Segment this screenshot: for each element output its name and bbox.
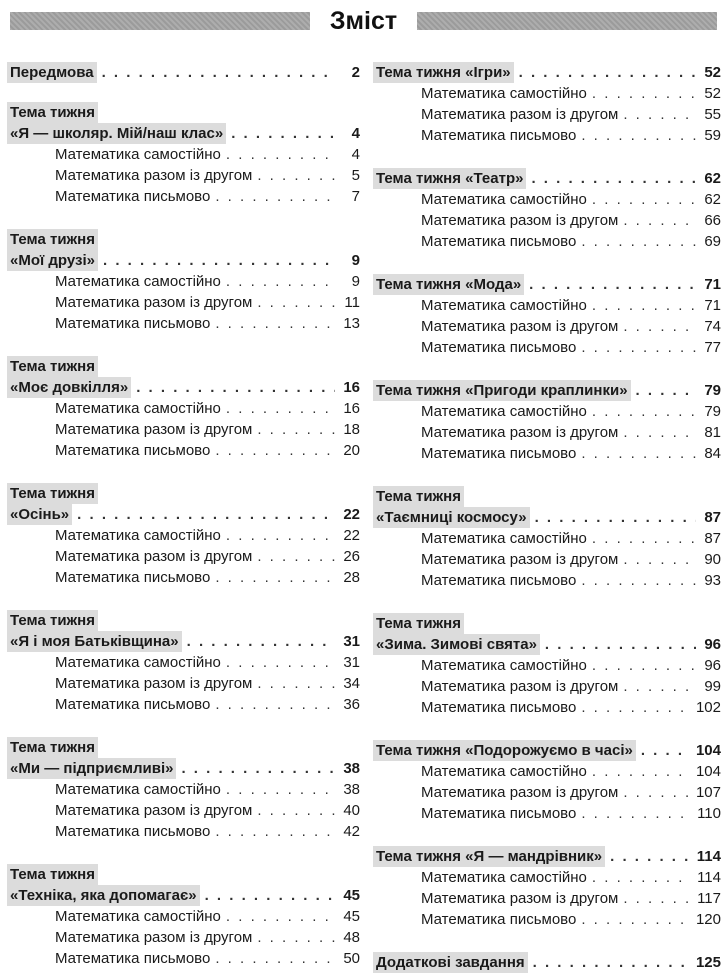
dot-leader bbox=[592, 189, 696, 210]
toc-entry-topic[interactable] bbox=[376, 168, 721, 189]
entry-title: Математика разом із другом bbox=[421, 424, 619, 441]
page-number: 9 bbox=[351, 252, 360, 269]
toc-entry-sub[interactable] bbox=[10, 821, 360, 842]
page-number: 90 bbox=[704, 551, 721, 568]
toc-entry-sub[interactable] bbox=[10, 948, 360, 969]
dot-leader bbox=[623, 888, 692, 909]
toc-entry-sub[interactable] bbox=[376, 104, 721, 125]
toc-entry-sub[interactable] bbox=[10, 440, 360, 461]
page-number: 81 bbox=[704, 424, 721, 441]
topic-prefix: Тема тижня bbox=[7, 483, 98, 504]
topic-prefix: Тема тижня bbox=[7, 737, 98, 758]
page-number: 69 bbox=[704, 233, 721, 250]
page-number: 34 bbox=[343, 675, 360, 692]
toc-entry-sub[interactable] bbox=[376, 761, 721, 782]
entry-title: Математика самостійно bbox=[55, 781, 221, 798]
toc-entry-sub[interactable] bbox=[10, 271, 360, 292]
entry-title: «Моє довкілля» bbox=[7, 377, 131, 398]
entry-title: Математика самостійно bbox=[421, 657, 587, 674]
toc-entry-sub[interactable] bbox=[376, 210, 721, 231]
page-number: 7 bbox=[351, 188, 360, 205]
dot-leader bbox=[531, 168, 696, 189]
page-number: 62 bbox=[704, 191, 721, 208]
page-number: 93 bbox=[704, 572, 721, 589]
dot-leader bbox=[581, 909, 691, 930]
dot-leader bbox=[623, 549, 696, 570]
page-number: 87 bbox=[704, 530, 721, 547]
page-number: 55 bbox=[704, 106, 721, 123]
dot-leader bbox=[592, 83, 696, 104]
dot-leader bbox=[581, 570, 696, 591]
toc-entry-sub[interactable] bbox=[376, 655, 721, 676]
toc-entry-sub[interactable] bbox=[376, 867, 721, 888]
page-number: 71 bbox=[704, 276, 721, 293]
dot-leader bbox=[581, 803, 692, 824]
toc-entry-topic[interactable] bbox=[376, 274, 721, 295]
page-number: 38 bbox=[343, 781, 360, 798]
entry-title: Математика самостійно bbox=[421, 85, 587, 102]
dot-leader bbox=[215, 313, 335, 334]
toc-topic bbox=[10, 483, 360, 588]
dot-leader bbox=[535, 507, 696, 528]
dot-leader bbox=[592, 295, 696, 316]
toc-entry-sub[interactable] bbox=[376, 528, 721, 549]
toc-entry-sub[interactable] bbox=[10, 567, 360, 588]
toc-topic bbox=[376, 846, 721, 930]
topic-prefix: Тема тижня bbox=[373, 613, 464, 634]
page-number: 40 bbox=[343, 802, 360, 819]
dot-leader bbox=[592, 867, 692, 888]
entry-title: Математика разом із другом bbox=[421, 212, 619, 229]
entry-title: Тема тижня «Я — мандрівник» bbox=[373, 846, 605, 867]
topic-label-row bbox=[10, 737, 360, 758]
entry-title: Математика разом із другом bbox=[55, 929, 253, 946]
entry-title: Математика разом із другом bbox=[421, 678, 619, 695]
toc-entry-sub[interactable] bbox=[10, 779, 360, 800]
toc-entry-sub[interactable] bbox=[10, 800, 360, 821]
toc-topic bbox=[376, 613, 721, 718]
toc-topic bbox=[376, 486, 721, 591]
page-number: 110 bbox=[697, 805, 721, 822]
dot-leader bbox=[226, 906, 335, 927]
topic-label-row bbox=[10, 610, 360, 631]
page-number: 48 bbox=[343, 929, 360, 946]
toc-entry-sub[interactable] bbox=[376, 803, 721, 824]
page-number: 84 bbox=[704, 445, 721, 462]
entry-title: Математика письмово bbox=[55, 696, 211, 713]
toc-entry-sub[interactable] bbox=[10, 906, 360, 927]
toc-topic bbox=[376, 62, 721, 146]
toc-entry-sub[interactable] bbox=[376, 295, 721, 316]
toc-entry-topic[interactable] bbox=[10, 377, 360, 398]
dot-leader bbox=[257, 546, 335, 567]
dot-leader bbox=[592, 401, 696, 422]
page-number: 11 bbox=[344, 294, 360, 311]
dot-leader bbox=[77, 504, 335, 525]
topic-label-row bbox=[10, 102, 360, 123]
toc-entry-topic[interactable] bbox=[10, 758, 360, 779]
page-number: 77 bbox=[704, 339, 721, 356]
page-number: 59 bbox=[704, 127, 721, 144]
entry-title: «Ми — підприємливі» bbox=[7, 758, 176, 779]
entry-title: Передмова bbox=[7, 62, 97, 83]
dot-leader bbox=[623, 676, 696, 697]
entry-title: Математика письмово bbox=[421, 805, 577, 822]
page-number: 117 bbox=[697, 890, 721, 907]
dot-leader bbox=[187, 631, 335, 652]
entry-title: Математика самостійно bbox=[55, 273, 221, 290]
page-number: 66 bbox=[704, 212, 721, 229]
banner-bar-right bbox=[417, 12, 717, 30]
toc-entry-sub[interactable] bbox=[10, 165, 360, 186]
toc-entry-sub[interactable] bbox=[376, 231, 721, 252]
dot-leader bbox=[545, 634, 696, 655]
entry-title: Математика письмово bbox=[421, 339, 577, 356]
page-number: 22 bbox=[343, 527, 360, 544]
toc-entry-sub[interactable] bbox=[376, 189, 721, 210]
dot-leader bbox=[257, 927, 335, 948]
toc-column-right bbox=[376, 62, 721, 973]
dot-leader bbox=[226, 525, 335, 546]
dot-leader bbox=[257, 419, 335, 440]
toc-entry-sub[interactable] bbox=[376, 549, 721, 570]
entry-title: Математика разом із другом bbox=[421, 784, 619, 801]
toc-entry-sub[interactable] bbox=[376, 570, 721, 591]
dot-leader bbox=[257, 292, 335, 313]
topic-prefix: Тема тижня bbox=[7, 610, 98, 631]
dot-leader bbox=[592, 655, 696, 676]
dot-leader bbox=[623, 316, 696, 337]
entry-title: Математика самостійно bbox=[421, 763, 587, 780]
page-number: 120 bbox=[695, 911, 721, 928]
entry-title: Математика разом із другом bbox=[55, 548, 253, 565]
dot-leader bbox=[592, 528, 696, 549]
page-number: 26 bbox=[343, 548, 360, 565]
entry-title: Математика письмово bbox=[421, 233, 577, 250]
dot-leader bbox=[581, 125, 696, 146]
toc-entry-topic[interactable] bbox=[376, 507, 721, 528]
dot-leader bbox=[215, 948, 335, 969]
banner-bar-left bbox=[10, 12, 310, 30]
toc-entry-sub[interactable] bbox=[10, 546, 360, 567]
toc-entry-sub[interactable] bbox=[376, 909, 721, 930]
page-number: 104 bbox=[695, 763, 721, 780]
entry-title: Математика самостійно bbox=[421, 297, 587, 314]
toc-entry-sub[interactable] bbox=[10, 144, 360, 165]
toc-topic bbox=[376, 380, 721, 464]
dot-leader bbox=[257, 800, 335, 821]
dot-leader bbox=[257, 673, 335, 694]
entry-title: Математика письмово bbox=[421, 572, 577, 589]
topic-prefix: Тема тижня bbox=[373, 486, 464, 507]
topic-label-row bbox=[10, 229, 360, 250]
entry-title: «Мої друзі» bbox=[7, 250, 98, 271]
entry-title: «Осінь» bbox=[7, 504, 72, 525]
toc-entry-topic[interactable] bbox=[376, 846, 721, 867]
page-number: 50 bbox=[343, 950, 360, 967]
toc-entry-topic[interactable] bbox=[376, 740, 721, 761]
page-number: 36 bbox=[343, 696, 360, 713]
topic-label-row bbox=[376, 613, 721, 634]
title-banner bbox=[10, 6, 717, 36]
entry-title: «Я — школяр. Мій/наш клас» bbox=[7, 123, 226, 144]
entry-title: «Таємниці космосу» bbox=[373, 507, 530, 528]
toc-entry-topic[interactable] bbox=[10, 504, 360, 525]
dot-leader bbox=[226, 144, 335, 165]
toc-topic bbox=[376, 168, 721, 252]
toc-entry-sub[interactable] bbox=[376, 422, 721, 443]
dot-leader bbox=[519, 62, 696, 83]
entry-title: Математика разом із другом bbox=[55, 802, 253, 819]
dot-leader bbox=[581, 337, 696, 358]
page-number: 16 bbox=[343, 379, 360, 396]
page-number: 102 bbox=[695, 699, 721, 716]
dot-leader bbox=[581, 443, 696, 464]
toc-entry-sub[interactable] bbox=[376, 443, 721, 464]
toc-topic bbox=[376, 740, 721, 824]
dot-leader bbox=[215, 567, 335, 588]
dot-leader bbox=[623, 104, 696, 125]
entry-title: Математика письмово bbox=[421, 127, 577, 144]
toc-entry-sub[interactable] bbox=[10, 673, 360, 694]
dot-leader bbox=[205, 885, 335, 906]
entry-title: Тема тижня «Ігри» bbox=[373, 62, 514, 83]
page-number: 79 bbox=[704, 382, 721, 399]
page-number: 18 bbox=[343, 421, 360, 438]
dot-leader bbox=[226, 398, 335, 419]
page-number: 79 bbox=[704, 403, 721, 420]
toc-entry-sub[interactable] bbox=[376, 401, 721, 422]
toc-entry-topic[interactable] bbox=[10, 631, 360, 652]
entry-title: Математика самостійно bbox=[421, 530, 587, 547]
entry-title: Математика самостійно bbox=[55, 527, 221, 544]
page-number: 2 bbox=[351, 64, 360, 81]
toc-topic bbox=[10, 737, 360, 842]
entry-title: Математика разом із другом bbox=[421, 106, 619, 123]
topic-label-row bbox=[10, 864, 360, 885]
toc-topic bbox=[10, 102, 360, 207]
dot-leader bbox=[215, 440, 335, 461]
dot-leader bbox=[257, 165, 335, 186]
toc-entry-sub[interactable] bbox=[376, 125, 721, 146]
toc-entry-sub[interactable] bbox=[10, 927, 360, 948]
toc-entry-sub[interactable] bbox=[376, 316, 721, 337]
toc-entry-preface[interactable] bbox=[10, 62, 360, 83]
page-number: 45 bbox=[343, 887, 360, 904]
toc-entry-sub[interactable] bbox=[376, 676, 721, 697]
entry-title: Математика письмово bbox=[55, 315, 211, 332]
dot-leader bbox=[215, 186, 335, 207]
entry-title: Математика разом із другом bbox=[55, 167, 253, 184]
entry-title: Математика самостійно bbox=[55, 654, 221, 671]
entry-title: Математика самостійно bbox=[421, 869, 587, 886]
topic-prefix: Тема тижня bbox=[7, 356, 98, 377]
dot-leader bbox=[226, 271, 335, 292]
entry-title: Математика письмово bbox=[55, 950, 211, 967]
toc-entry-topic[interactable] bbox=[376, 380, 721, 401]
entry-title: Математика разом із другом bbox=[55, 421, 253, 438]
entry-title: Математика письмово bbox=[55, 823, 211, 840]
dot-leader bbox=[641, 740, 691, 761]
dot-leader bbox=[226, 779, 335, 800]
dot-leader bbox=[215, 821, 335, 842]
page-number: 114 bbox=[696, 848, 721, 865]
entry-title: Тема тижня «Мода» bbox=[373, 274, 524, 295]
toc-entry-sub[interactable] bbox=[10, 419, 360, 440]
toc-entry-sub[interactable] bbox=[10, 186, 360, 207]
dot-leader bbox=[623, 782, 691, 803]
page-number: 45 bbox=[343, 908, 360, 925]
page-number: 96 bbox=[704, 636, 721, 653]
toc-entry-sub[interactable] bbox=[376, 83, 721, 104]
toc-column-left bbox=[10, 62, 360, 969]
toc-entry-sub[interactable] bbox=[10, 652, 360, 673]
toc-entry-topic[interactable] bbox=[10, 123, 360, 144]
dot-leader bbox=[181, 758, 335, 779]
page-number: 20 bbox=[343, 442, 360, 459]
page-title: Зміст bbox=[329, 7, 398, 35]
entry-title: Математика разом із другом bbox=[55, 294, 253, 311]
toc-entry-sub[interactable] bbox=[10, 313, 360, 334]
entry-title: Математика самостійно bbox=[421, 191, 587, 208]
topic-prefix: Тема тижня bbox=[7, 229, 98, 250]
page-number: 125 bbox=[695, 954, 721, 971]
page-number: 22 bbox=[343, 506, 360, 523]
toc-topic bbox=[10, 610, 360, 715]
entry-title: Математика разом із другом bbox=[421, 318, 619, 335]
page-number: 96 bbox=[704, 657, 721, 674]
entry-title: Математика письмово bbox=[421, 911, 577, 928]
toc-entry-sub[interactable] bbox=[376, 697, 721, 718]
page-number: 5 bbox=[351, 167, 360, 184]
entry-title: Математика письмово bbox=[421, 699, 577, 716]
page-number: 87 bbox=[704, 509, 721, 526]
entry-title: «Я і моя Батьківщина» bbox=[7, 631, 182, 652]
toc-topic bbox=[10, 864, 360, 969]
topic-label-row bbox=[376, 486, 721, 507]
page-number: 99 bbox=[704, 678, 721, 695]
page-number: 4 bbox=[351, 146, 360, 163]
dot-leader bbox=[623, 422, 696, 443]
page-number: 38 bbox=[343, 760, 360, 777]
toc-entry-sub[interactable] bbox=[10, 292, 360, 313]
topic-label-row bbox=[10, 356, 360, 377]
toc-entry-sub[interactable] bbox=[376, 888, 721, 909]
entry-title: Математика самостійно bbox=[55, 146, 221, 163]
dot-leader bbox=[136, 377, 335, 398]
page-number: 74 bbox=[704, 318, 721, 335]
dot-leader bbox=[226, 652, 335, 673]
toc-topic bbox=[10, 356, 360, 461]
page-number: 52 bbox=[704, 85, 721, 102]
dot-leader bbox=[636, 380, 696, 401]
dot-leader bbox=[581, 697, 691, 718]
page-number: 31 bbox=[343, 654, 360, 671]
toc-entry-topic[interactable] bbox=[10, 885, 360, 906]
toc-entry-sub[interactable] bbox=[10, 525, 360, 546]
entry-title: Математика самостійно bbox=[55, 908, 221, 925]
toc-entry-sub[interactable] bbox=[376, 782, 721, 803]
dot-leader bbox=[581, 231, 696, 252]
dot-leader bbox=[592, 761, 691, 782]
entry-title: Математика самостійно bbox=[55, 400, 221, 417]
toc-entry-sub[interactable] bbox=[10, 694, 360, 715]
entry-title: Тема тижня «Театр» bbox=[373, 168, 526, 189]
page-number: 13 bbox=[343, 315, 360, 332]
topic-prefix: Тема тижня bbox=[7, 102, 98, 123]
entry-title: Математика разом із другом bbox=[55, 675, 253, 692]
dot-leader bbox=[103, 250, 335, 271]
toc-entry-sub[interactable] bbox=[10, 398, 360, 419]
entry-title: Математика письмово bbox=[421, 445, 577, 462]
page-number: 28 bbox=[343, 569, 360, 586]
page-number: 16 bbox=[343, 400, 360, 417]
dot-leader bbox=[102, 62, 335, 83]
entry-title: Додаткові завдання bbox=[373, 952, 528, 973]
dot-leader bbox=[231, 123, 335, 144]
entry-title: «Техніка, яка допомагає» bbox=[7, 885, 200, 906]
entry-title: Математика разом із другом bbox=[421, 890, 619, 907]
page-number: 114 bbox=[697, 869, 721, 886]
dot-leader bbox=[610, 846, 692, 867]
page-number: 42 bbox=[343, 823, 360, 840]
entry-title: Математика письмово bbox=[55, 188, 211, 205]
entry-title: «Зима. Зимові свята» bbox=[373, 634, 540, 655]
toc-topic bbox=[376, 274, 721, 358]
page-number: 52 bbox=[704, 64, 721, 81]
entry-title: Математика разом із другом bbox=[421, 551, 619, 568]
page-number: 9 bbox=[351, 273, 360, 290]
entry-title: Математика письмово bbox=[55, 569, 211, 586]
toc-entry-topic[interactable] bbox=[376, 62, 721, 83]
entry-title: Математика самостійно bbox=[421, 403, 587, 420]
topic-prefix: Тема тижня bbox=[7, 864, 98, 885]
dot-leader bbox=[623, 210, 696, 231]
page-number: 4 bbox=[351, 125, 360, 142]
entry-title: Тема тижня «Подорожуємо в часі» bbox=[373, 740, 636, 761]
page-number: 104 bbox=[695, 742, 721, 759]
dot-leader bbox=[215, 694, 335, 715]
dot-leader bbox=[529, 274, 696, 295]
toc-entry-topic[interactable] bbox=[10, 250, 360, 271]
page-number: 62 bbox=[704, 170, 721, 187]
page-number: 107 bbox=[695, 784, 721, 801]
toc-topic bbox=[10, 229, 360, 334]
page-number: 31 bbox=[343, 633, 360, 650]
page-number: 71 bbox=[704, 297, 721, 314]
toc-entry-topic[interactable] bbox=[376, 634, 721, 655]
toc-entry-sub[interactable] bbox=[376, 337, 721, 358]
entry-title: Тема тижня «Пригоди краплинки» bbox=[373, 380, 631, 401]
entry-title: Математика письмово bbox=[55, 442, 211, 459]
topic-label-row bbox=[10, 483, 360, 504]
